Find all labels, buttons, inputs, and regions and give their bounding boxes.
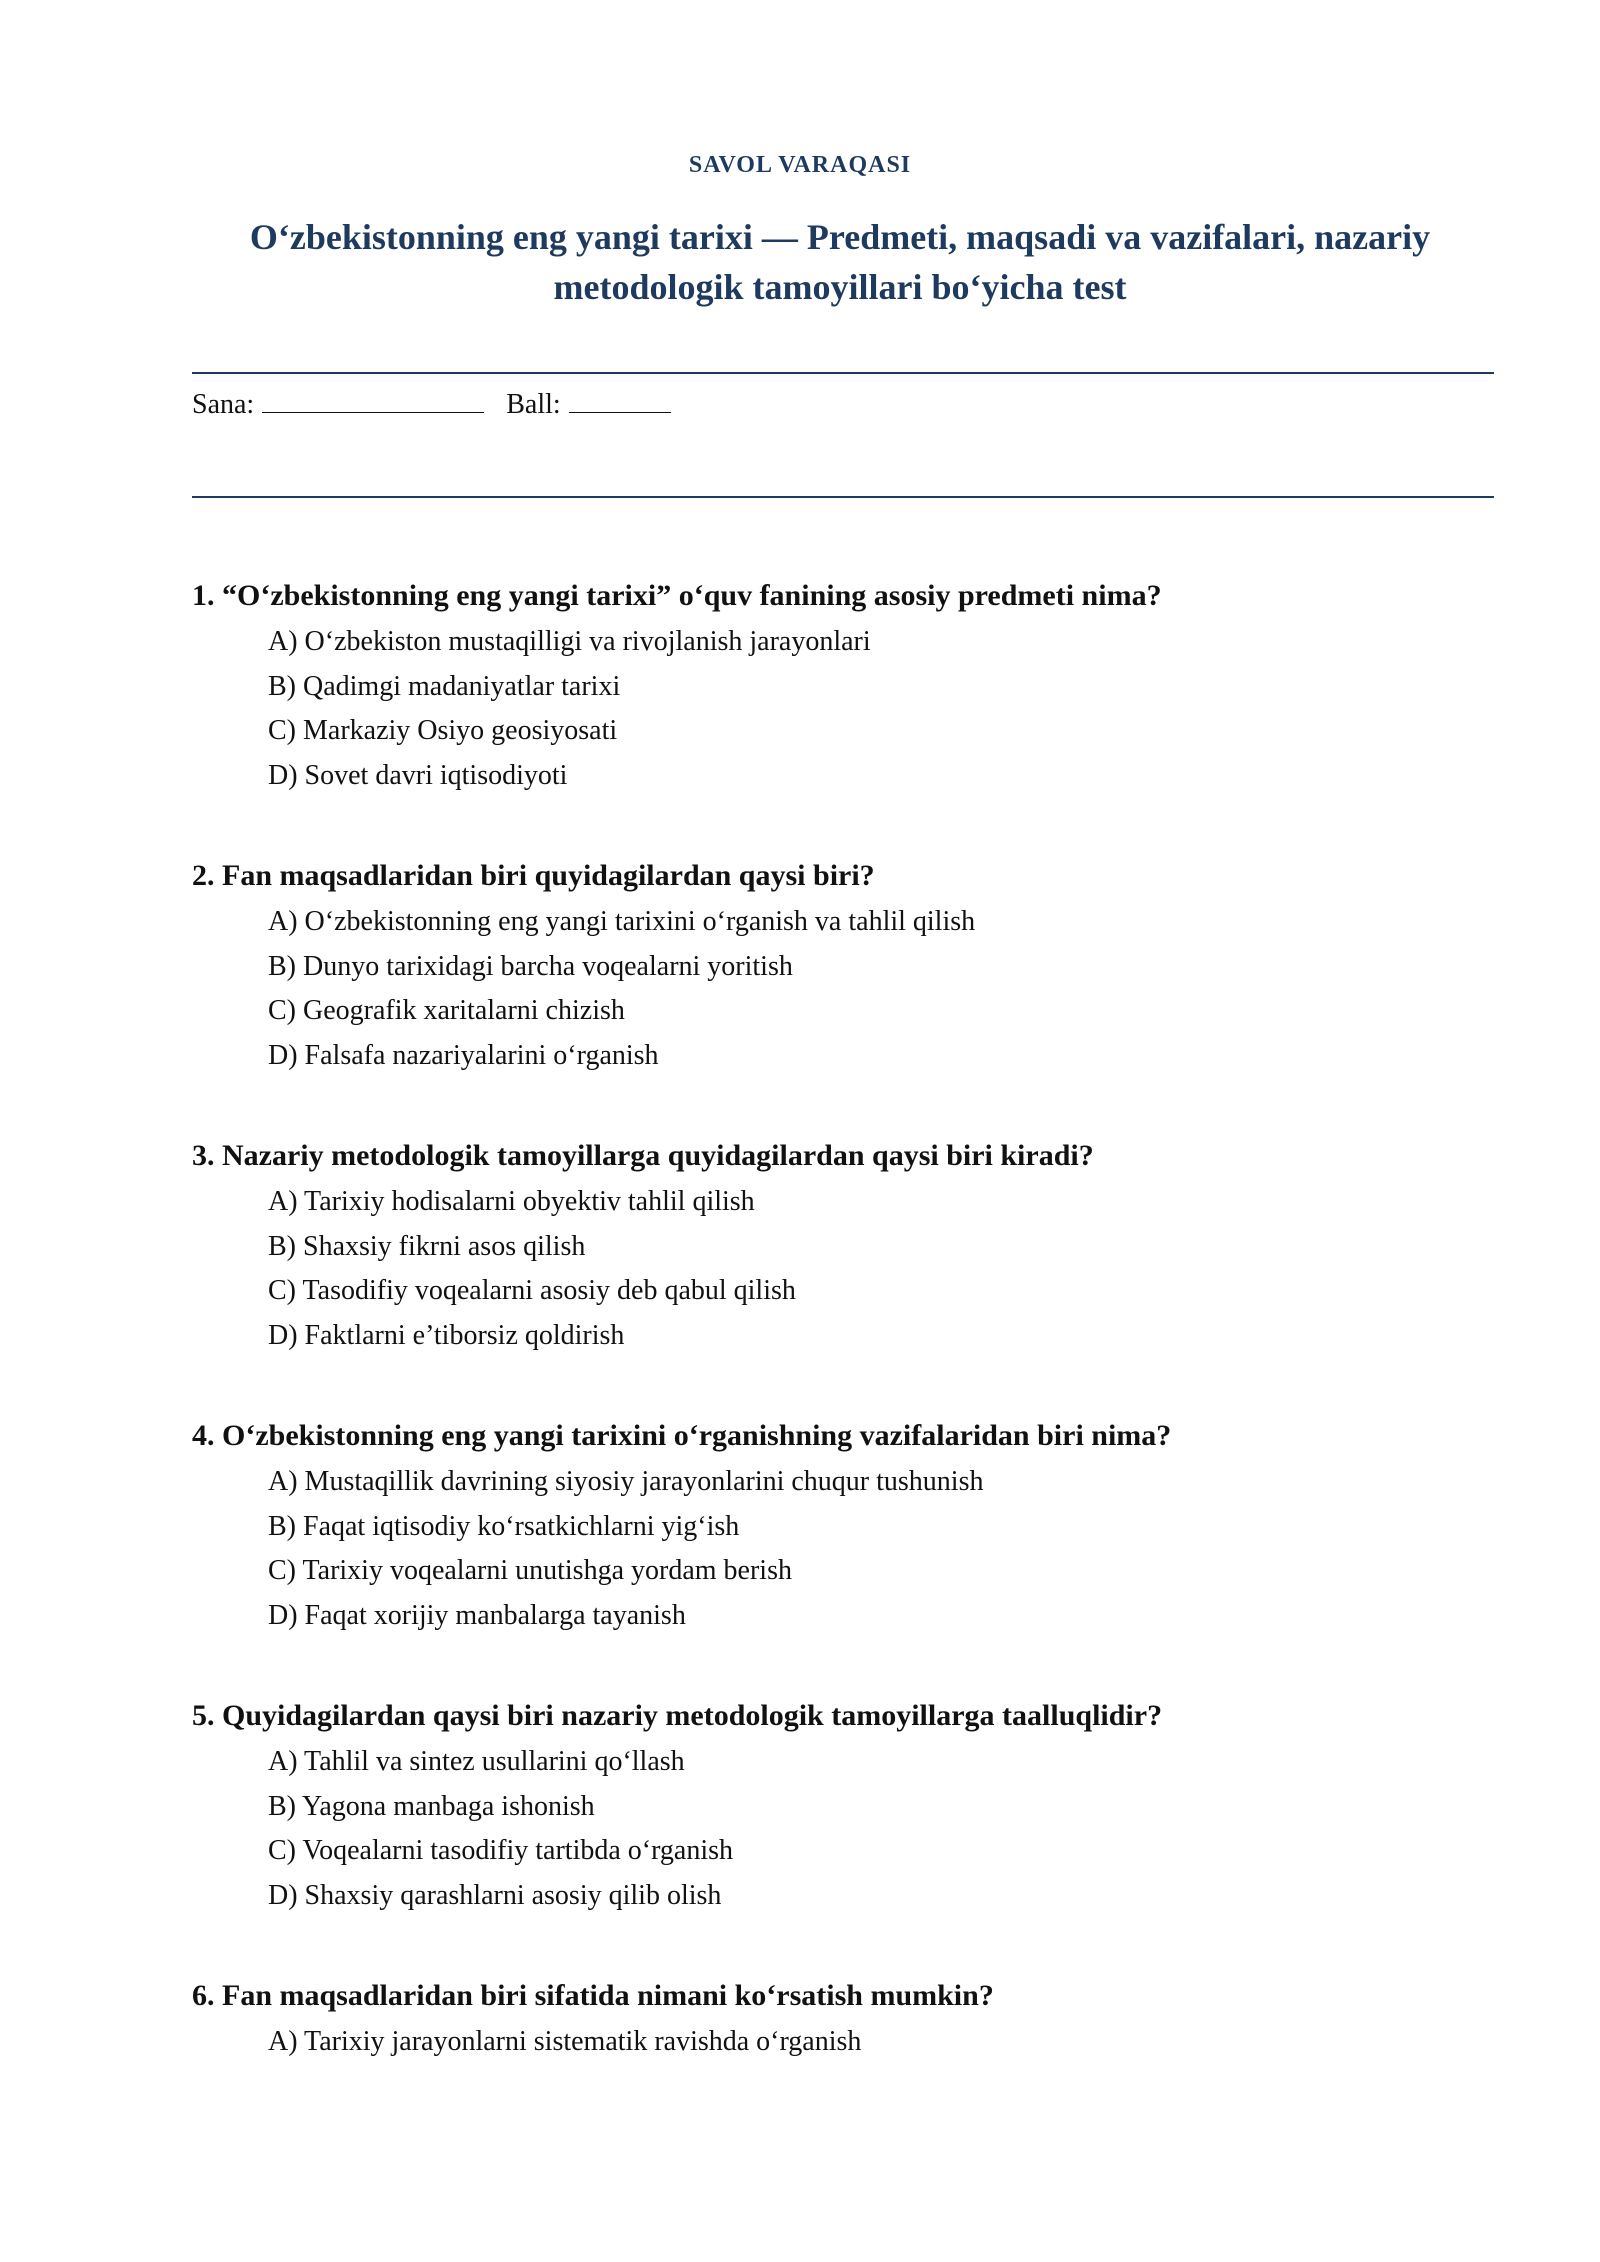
question-text: 3. Nazariy metodologik tamoyillarga quyidagilardan qaysi biri kiradi?: [192, 1139, 1094, 1172]
score-blank-line: [569, 386, 671, 413]
question-block: [192, 1696, 1492, 1918]
score-label: Ball:: [506, 389, 561, 420]
answer-option: D) Falsafa nazariyalarini o‘rganish: [268, 1039, 659, 1071]
answer-option: A) Tahlil va sintez usullarini qo‘llash: [268, 1746, 685, 1777]
answer-option: B) Qadimgi madaniyatlar tarixi: [268, 670, 621, 702]
question-text: 5. Quyidagilardan qaysi biri nazariy metodologik tamoyillarga taalluqlidir?: [192, 1699, 1163, 1732]
answer-option: A) O‘zbekistonning eng yangi tarixini o‘rganish va tahlil qilish: [268, 906, 976, 937]
answer-option: D) Shaxsiy qarashlarni asosiy qilib olish: [268, 1879, 722, 1911]
answer-option: D) Faktlarni e’tiborsiz qoldirish: [268, 1319, 625, 1351]
top-divider: [192, 372, 1494, 374]
answer-option: D) Faqat xorijiy manbalarga tayanish: [268, 1599, 686, 1631]
question-block: [192, 1416, 1492, 1638]
answer-option: C) Geografik xaritalarni chizish: [268, 995, 625, 1026]
answer-option: C) Voqealarni tasodifiy tartibda o‘rganish: [268, 1835, 734, 1866]
date-blank-line: [262, 386, 484, 413]
question-text: 4. O‘zbekistonning eng yangi tarixini o‘rganishning vazifalaridan biri nima?: [192, 1419, 1172, 1452]
answer-option: B) Yagona manbaga ishonish: [268, 1790, 595, 1822]
sheet-label: SAVOL VARAQASI: [688, 152, 912, 178]
question-block: [192, 1136, 1492, 1358]
meta-row: [192, 386, 671, 421]
question-block: [192, 856, 1492, 1078]
answer-option: A) Tarixiy hodisalarni obyektiv tahlil qilish: [268, 1186, 755, 1217]
answer-option: C) Markaziy Osiyo geosiyosati: [268, 715, 618, 746]
answer-option: B) Faqat iqtisodiy ko‘rsatkichlarni yig‘ish: [268, 1510, 740, 1542]
answer-option: B) Dunyo tarixidagi barcha voqealarni yoritish: [268, 950, 793, 982]
answer-option: D) Sovet davri iqtisodiyoti: [268, 759, 568, 791]
question-block: [192, 1976, 1492, 2065]
page-title: O‘zbekistonning eng yangi tarixi — Predmeti, maqsadi va vazifalari, nazariy metodologik tamoyillari bo‘yicha test: [249, 217, 1431, 307]
date-label: Sana:: [192, 389, 255, 420]
answer-option: A) Mustaqillik davrining siyosiy jarayonlarini chuqur tushunish: [268, 1466, 984, 1497]
bottom-divider: [192, 496, 1494, 498]
question-block: [192, 576, 1492, 798]
question-text: 1. “O‘zbekistonning eng yangi tarixi” o‘quv fanining asosiy predmeti nima?: [192, 579, 1162, 612]
answer-option: C) Tasodifiy voqealarni asosiy deb qabul qilish: [268, 1275, 796, 1306]
answer-option: C) Tarixiy voqealarni unutishga yordam berish: [268, 1555, 792, 1586]
question-text: 6. Fan maqsadlaridan biri sifatida nimani ko‘rsatish mumkin?: [192, 1979, 994, 2012]
question-list: [192, 576, 1492, 2123]
answer-option: A) O‘zbekiston mustaqilligi va rivojlanish jarayonlari: [268, 626, 871, 657]
answer-option: A) Tarixiy jarayonlarni sistematik ravishda o‘rganish: [268, 2026, 862, 2057]
answer-option: B) Shaxsiy fikrni asos qilish: [268, 1230, 586, 1262]
question-text: 2. Fan maqsadlaridan biri quyidagilardan qaysi biri?: [192, 859, 875, 892]
